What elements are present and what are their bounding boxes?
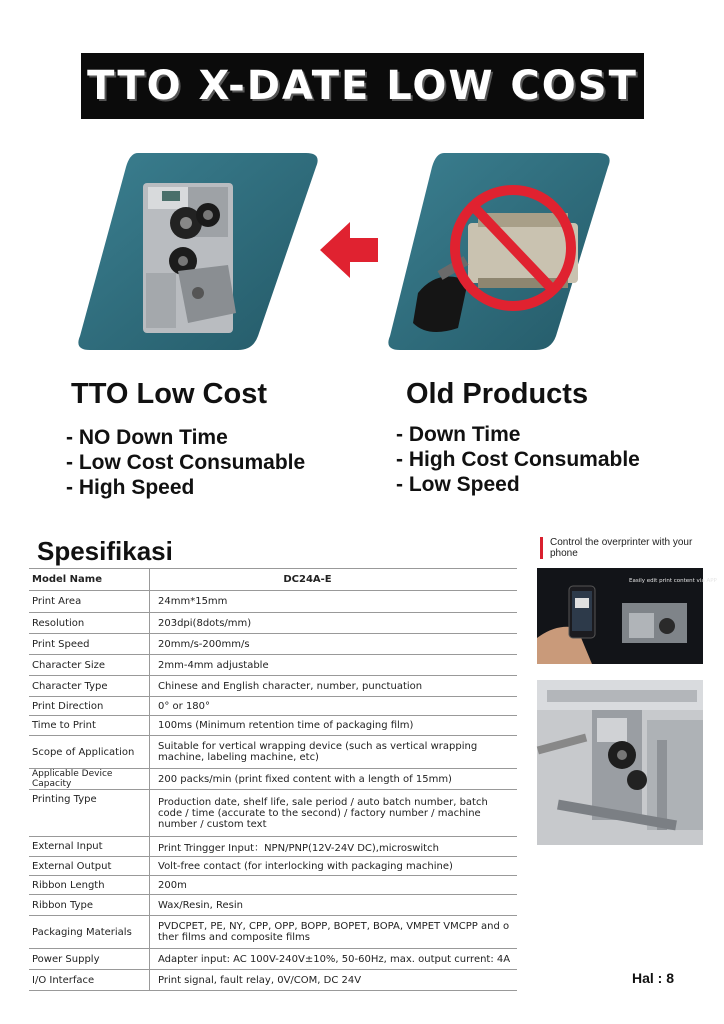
spec-value: 20mm/s-200mm/s <box>150 634 518 655</box>
spec-key: Ribbon Type <box>29 895 150 916</box>
spec-key: External Input <box>29 837 150 857</box>
spec-key: Character Size <box>29 655 150 676</box>
spec-table <box>29 568 517 991</box>
table-row <box>29 736 517 769</box>
spec-key: Scope of Application <box>29 736 150 769</box>
spec-key: Print Speed <box>29 634 150 655</box>
spec-key: Packaging Materials <box>29 916 150 949</box>
table-row <box>29 837 517 857</box>
old-product-image <box>388 153 610 350</box>
list-item: - Low Cost Consumable <box>66 451 306 474</box>
machine-illustration <box>537 680 703 845</box>
spec-value: 200m <box>150 876 518 895</box>
phone-app-photo <box>537 568 717 664</box>
spec-key: Print Area <box>29 591 150 613</box>
spec-value: Wax/Resin, Resin <box>150 895 518 916</box>
tto-low-cost-heading: TTO Low Cost <box>71 378 268 410</box>
list-item: - High Speed <box>66 476 195 499</box>
spec-value: Print signal, fault relay, 0V/COM, DC 24V <box>150 970 518 991</box>
spec-value: Print Tringger Input：NPN/PNP(12V-24V DC),microswitch <box>150 837 518 857</box>
title-banner <box>81 53 644 119</box>
spec-value: 100ms (Minimum retention time of packaging film) <box>150 716 518 736</box>
spec-key: Print Direction <box>29 697 150 716</box>
table-row <box>29 634 517 655</box>
tto-feature-list <box>66 425 305 500</box>
spec-value: Adapter input: AC 100V-240V±10%, 50-60Hz, max. output current: 4A <box>150 949 518 970</box>
spec-key: I/O Interface <box>29 970 150 991</box>
phone-control-caption: Control the overprinter with your phone <box>540 537 700 559</box>
phone-app-illustration <box>537 568 717 664</box>
spec-value: Volt-free contact (for interlocking with packaging machine) <box>150 857 518 876</box>
spec-value: 2mm-4mm adjustable <box>150 655 518 676</box>
spec-value: 24mm*15mm <box>150 591 518 613</box>
table-row <box>29 613 517 634</box>
machine-installed-photo <box>537 680 703 845</box>
table-row <box>29 857 517 876</box>
spec-key: Printing Type <box>29 790 150 837</box>
table-row <box>29 790 517 837</box>
spec-value: Chinese and English character, number, punctuation <box>150 676 518 697</box>
spec-key: Character Type <box>29 676 150 697</box>
spec-key: Power Supply <box>29 949 150 970</box>
table-row <box>29 569 517 591</box>
table-row <box>29 769 517 790</box>
table-row <box>29 655 517 676</box>
list-item: - Low Speed <box>396 473 520 496</box>
spec-key: Model Name <box>29 569 150 591</box>
old-products-heading: Old Products <box>406 378 589 410</box>
spec-value: DC24A-E <box>150 569 518 591</box>
table-row <box>29 970 517 991</box>
table-row <box>29 949 517 970</box>
page-number: Hal : 8 <box>632 970 675 986</box>
spec-key: Applicable Device Capacity <box>29 769 150 790</box>
spec-value: 200 packs/min (print fixed content with a length of 15mm) <box>150 769 518 790</box>
phone-photo-caption: Easily edit print content via APP <box>629 578 717 584</box>
spec-key: Time to Print <box>29 716 150 736</box>
table-row <box>29 716 517 736</box>
spec-key: Resolution <box>29 613 150 634</box>
list-item: - Down Time <box>396 423 521 446</box>
table-row <box>29 591 517 613</box>
list-item: - High Cost Consumable <box>396 448 640 471</box>
table-row <box>29 697 517 716</box>
table-row <box>29 876 517 895</box>
spec-value: Suitable for vertical wrapping device (such as vertical wrapping machine, labeling machine, etc) <box>150 736 518 769</box>
arrow-left-icon <box>320 218 378 282</box>
old-feature-list <box>396 422 640 497</box>
list-item: - NO Down Time <box>66 426 228 449</box>
spec-value: Production date, shelf life, sale period / auto batch number, batch code / time (accurate to the second) / factory number / machine number / custom text <box>150 790 518 837</box>
table-row <box>29 895 517 916</box>
spec-key: External Output <box>29 857 150 876</box>
spec-heading: Spesifikasi <box>37 536 173 566</box>
spec-value: 0° or 180° <box>150 697 518 716</box>
table-row <box>29 916 517 949</box>
page-title: TTO X-DATE LOW COST <box>87 63 638 109</box>
spec-value: 203dpi(8dots/mm) <box>150 613 518 634</box>
table-row <box>29 676 517 697</box>
spec-key: Ribbon Length <box>29 876 150 895</box>
tto-printer-image <box>78 153 318 350</box>
spec-value: PVDCPET, PE, NY, CPP, OPP, BOPP, BOPET, BOPA, VMPET VMCPP and o ther films and composite films <box>150 916 518 949</box>
